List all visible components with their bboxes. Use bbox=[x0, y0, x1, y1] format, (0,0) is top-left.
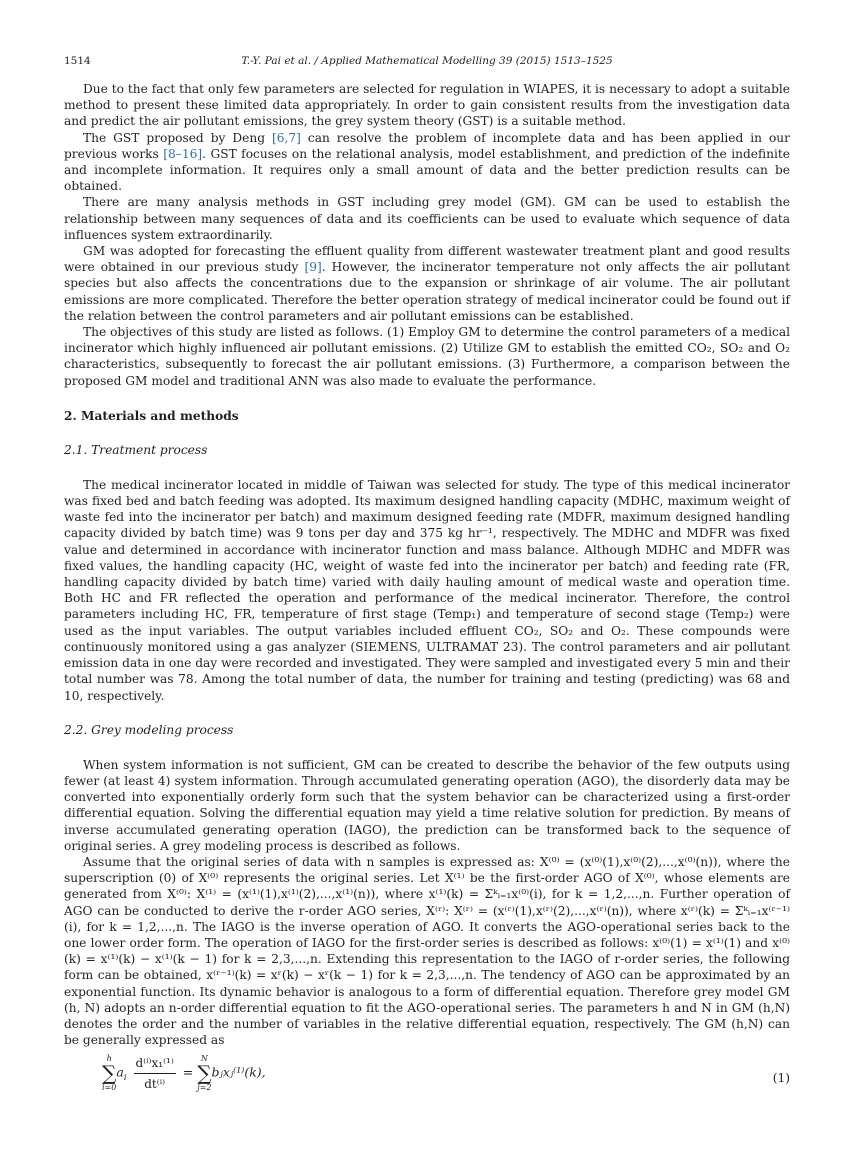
sum-lower-limit: j=2 bbox=[197, 1083, 212, 1093]
citation-link[interactable]: [9] bbox=[304, 260, 322, 275]
derivative-fraction bbox=[134, 1055, 176, 1092]
fraction-numerator: d⁽ⁱ⁾x₁⁽¹⁾ bbox=[134, 1055, 176, 1074]
subsection-heading: 2.1. Treatment process bbox=[64, 442, 208, 457]
spacer bbox=[64, 704, 790, 722]
fraction-denominator: dt⁽ⁱ⁾ bbox=[144, 1076, 166, 1091]
running-header bbox=[64, 55, 790, 69]
citation-link[interactable]: [6,7] bbox=[272, 130, 301, 145]
sigma-glyph: ∑ bbox=[197, 1061, 212, 1086]
coefficient-a: a bbox=[116, 1064, 124, 1080]
text-run: The GST proposed by Deng bbox=[83, 130, 272, 145]
sum-upper-limit: N bbox=[200, 1054, 208, 1064]
equation-body bbox=[102, 1054, 266, 1092]
sum-lower-limit: i=0 bbox=[102, 1083, 117, 1093]
text-run: GM was adopted for forecasting the effluent quality from different wastewater treatment plant and good results were obtained in our previous study bbox=[64, 244, 790, 275]
text-run: . However, the incinerator temperature not only affects the air pollutant species but also affects the concentrations due to the expansion or shrinkage of air volume. The air pollutant emissions are more complicated. Therefore the better operation strategy of medical incinerator could be found out if the relation between the control parameters and air pollutant emissions can be established. bbox=[64, 260, 790, 323]
section-heading: 2. Materials and methods bbox=[64, 408, 239, 423]
equation-1 bbox=[64, 1050, 790, 1106]
rhs-term: bⱼxⱼ⁽¹⁾(k), bbox=[211, 1064, 266, 1080]
page-number: 1514 bbox=[64, 55, 91, 67]
equals-sign: = bbox=[182, 1064, 194, 1080]
grey-model-paragraph-2: Assume that the original series of data with n samples is expressed as: X⁽⁰⁾ = (x⁽⁰⁾(1),x⁽⁰⁾(2),...,x⁽⁰⁾(n)), where the superscription (0) of X⁽⁰⁾ represents the original series. Let X⁽¹⁾ be the first-order AGO of X⁽⁰⁾, whose elements are generated from X⁽⁰⁾: X⁽¹⁾ = (x⁽¹⁾(1),x⁽¹⁾(2),...,x⁽¹⁾(n)), where x⁽¹⁾(k) = Σᵏᵢ₌₁x⁽⁰⁾(i), for k = 1,2,...,n. Further operation of AGO can be conducted to derive the r-order AGO series, X⁽ʳ⁾: X⁽ʳ⁾ = (x⁽ʳ⁾(1),x⁽ʳ⁾(2),...,x⁽ʳ⁾(n)), where x⁽ʳ⁾(k) = Σᵏᵢ₌₁x⁽ʳ⁻¹⁾(i), for k = 1,2,...,n. The IAGO is the inverse operation of AGO. It converts the AGO-operational series back to the one lower order form. The operation of IAGO for the first-order series is described as follows: x⁽⁰⁾(1) = x⁽¹⁾(1) and x⁽⁰⁾(k) = x⁽¹⁾(k) − x⁽¹⁾(k − 1) for k = 2,3,...,n. Extending this representation to the IAGO of r-order series, the following form can be obtained, x⁽ʳ⁻¹⁾(k) = xʳ(k) − xʳ(k − 1) for k = 2,3,...,n. The tendency of AGO can be approximated by an exponential function. Its dynamic behavior is analogous to a form of differential equation. Therefore grey model GM (h, N) adopts an n-order differential equation to fit the AGO-operational series. The parameters h and N in GM (h,N) denotes the order and the number of variables in the relative differential equation, respectively. The GM (h,N) can be generally expressed as bbox=[64, 854, 790, 1048]
intro-paragraph-3: There are many analysis methods in GST including grey model (GM). GM can be used to establish the relationship between many sequences of data and its coefficients can be used to evaluate which sequence of data influences system extraordinarily. bbox=[64, 195, 790, 242]
grey-model-paragraph-1: When system information is not sufficient, GM can be created to describe the behavior of the few outputs using fewer (at least 4) system information. Through accumulated generating operation (AGO), the disorderly data may be converted into exponentially orderly form such that the system behavior can be characterized using a first-order differential equation. Solving the differential equation may yield a time relative solution for prediction. By means of inverse accumulated generating operation (IAGO), the prediction can be transformed back to the sequence of original series. A grey modeling process is described as follows. bbox=[64, 757, 790, 853]
summation-symbol bbox=[102, 1054, 116, 1092]
journal-citation: T.-Y. Pai et al. / Applied Mathematical Modelling 39 (2015) 1513–1525 bbox=[241, 55, 613, 67]
sigma-glyph: ∑ bbox=[102, 1061, 117, 1086]
article-body bbox=[64, 81, 790, 1106]
citation-link[interactable]: [8–16] bbox=[163, 146, 203, 161]
treatment-paragraph: The medical incinerator located in middle of Taiwan was selected for study. The type of this medical incinerator was fixed bed and batch feeding was adopted. Its maximum designed handling capacity (MDHC, maximum weight of waste fed into the incinerator per batch) and maximum designed feeding rate (MDFR, maximum designed handling capacity divided by batch time) was 9 tons per day and 375 kg hr⁻¹, respectively. The MDHC and MDFR was fixed value and determined in accordance with incinerator function and mass balance. Although MDHC and MDFR was fixed values, the handling capacity (HC, weight of waste fed into the incinerator per batch) and feeding rate (FR, handling capacity divided by batch time) varied with daily hauling amount of medical waste and operation time. Both HC and FR reflected the operation and performance of the medical incinerator. Therefore, the control parameters including HC, FR, temperature of first stage (Temp₁) and temperature of second stage (Temp₂) were used as the input variables. The output variables included effluent CO₂, SO₂ and O₂. These compounds were continuously monitored using a gas analyzer (SIEMENS, ULTRAMAT 23). The control parameters and air pollutant emission data in one day were recorded and investigated. They were sampled and investigated every 5 min and their total number was 78. Among the total number of data, the number for training and testing (predicting) was 68 and 10, respectively. bbox=[64, 477, 790, 703]
text-run: can resolve the problem of incomplete data and has been applied in our previous works bbox=[64, 130, 790, 161]
intro-paragraph-2 bbox=[64, 130, 790, 195]
intro-paragraph-1: Due to the fact that only few parameters are selected for regulation in WIAPES, it is necessary to adopt a suitable method to present these limited data appropriately. In order to gain consistent results from the investigation data and predict the air pollutant emissions, the grey system theory (GST) is a suitable method. bbox=[64, 82, 790, 129]
intro-paragraph-5: The objectives of this study are listed as follows. (1) Employ GM to determine the control parameters of a medical incinerator which highly influenced air pollutant emissions. (2) Utilize GM to establish the emitted CO₂, SO₂ and O₂ characteristics, subsequently to forecast the air pollutant emissions. (3) Furthermore, a comparison between the proposed GM model and traditional ANN was also made to evaluate the performance. bbox=[64, 325, 790, 388]
equation-number: (1) bbox=[772, 1071, 790, 1086]
intro-paragraph-4 bbox=[64, 243, 790, 324]
sum-upper-limit: h bbox=[106, 1054, 112, 1064]
summation-symbol bbox=[197, 1054, 211, 1092]
text-run: . GST focuses on the relational analysis, model establishment, and prediction of the indefinite and incomplete information. It requires only a small amount of data and the better prediction results can be obtained. bbox=[64, 146, 790, 194]
subsection-heading: 2.2. Grey modeling process bbox=[64, 722, 234, 737]
subscript-i: i bbox=[123, 1073, 127, 1084]
